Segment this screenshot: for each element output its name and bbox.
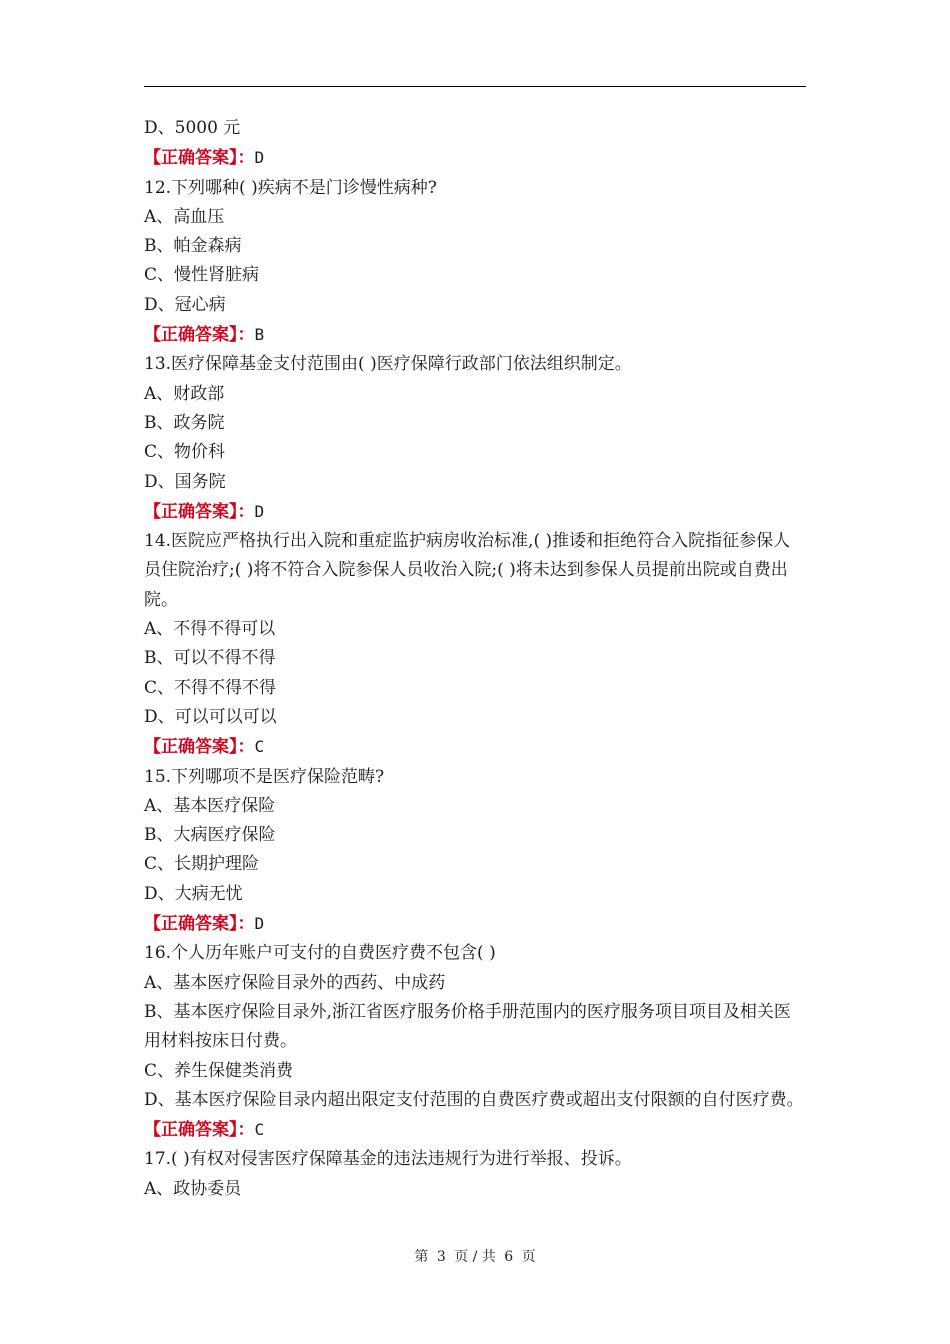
option-text: A、政协委员 (144, 1178, 242, 1199)
footer-prefix: 第 (414, 1249, 429, 1265)
option-text: A、基本医疗保险 (144, 795, 276, 816)
option-text: D、基本医疗保险目录内超出限定支付范围的自费医疗费或超出支付限额的自付医疗费。 (144, 1089, 804, 1110)
answer-label: 【正确答案】： (144, 1120, 255, 1141)
option-text: C、不得不得不得 (144, 677, 277, 698)
answer-line (144, 732, 806, 762)
question-text: 16.个人历年账户可支付的自费医疗费不包含( ) (144, 943, 496, 964)
answer-label: 【正确答案】： (144, 501, 255, 522)
page-footer (0, 1246, 950, 1266)
answer-value: D (254, 914, 265, 934)
option-text: A、高血压 (144, 206, 225, 227)
answer-label: 【正确答案】： (144, 737, 255, 758)
answer-value: D (254, 148, 265, 168)
header-rule (144, 86, 806, 87)
answer-value: C (254, 737, 265, 757)
option-text: C、慢性肾脏病 (144, 265, 260, 286)
answer-value: C (254, 1120, 265, 1140)
answer-line (144, 909, 806, 939)
option-text: B、大病医疗保险 (144, 825, 276, 846)
footer-suffix: 页 (521, 1249, 536, 1265)
question-text: 14.医院应严格执行出入院和重症监护病房收治标准,( )推诿和拒绝符合入院指征参保人员住院治疗;( )将不符合入院参保人员收治入院;( )将未达到参保人员提前出院或自费出院。 (144, 531, 791, 610)
option-text: C、长期护理险 (144, 854, 260, 875)
option-text: A、财政部 (144, 383, 225, 404)
option-text: A、不得不得可以 (144, 619, 276, 640)
answer-line (144, 143, 806, 173)
footer-mid: 页 / 共 (454, 1249, 496, 1265)
option-text: D、国务院 (144, 471, 226, 492)
option-text: D、可以可以可以 (144, 706, 277, 727)
option-text: D、冠心病 (144, 294, 226, 315)
option-text: B、可以不得不得 (144, 648, 276, 669)
answer-label: 【正确答案】： (144, 914, 255, 935)
footer-total-pages: 6 (504, 1249, 514, 1265)
question-text: 12.下列哪种( )疾病不是门诊慢性病种? (144, 177, 437, 198)
question-text: 15.下列哪项不是医疗保险范畴? (144, 766, 385, 787)
answer-label: 【正确答案】： (144, 148, 255, 169)
option-text: A、基本医疗保险目录外的西药、中成药 (144, 972, 446, 993)
option-text: D、大病无忧 (144, 883, 243, 904)
option-text: B、基本医疗保险目录外,浙江省医疗服务价格手册范围内的医疗服务项目项目及相关医用材料按床日付费。 (144, 1001, 791, 1052)
answer-line (144, 1115, 806, 1145)
option-text: C、物价科 (144, 442, 226, 463)
answer-line (144, 320, 806, 350)
option-text: D、5000 元 (144, 118, 241, 138)
answer-value: D (254, 501, 265, 521)
footer-current-page: 3 (436, 1249, 446, 1265)
answer-label: 【正确答案】： (144, 325, 255, 346)
option-text: B、帕金森病 (144, 236, 242, 257)
question-text: 13.医疗保障基金支付范围由( )医疗保障行政部门依法组织制定。 (144, 354, 632, 375)
answer-line (144, 497, 806, 527)
option-text: C、养生保健类消费 (144, 1060, 294, 1081)
question-text: 17.( )有权对侵害医疗保障基金的违法违规行为进行举报、投诉。 (144, 1149, 632, 1170)
document-body (144, 114, 806, 1204)
option-text: B、政务院 (144, 412, 225, 433)
answer-value: B (254, 325, 265, 345)
